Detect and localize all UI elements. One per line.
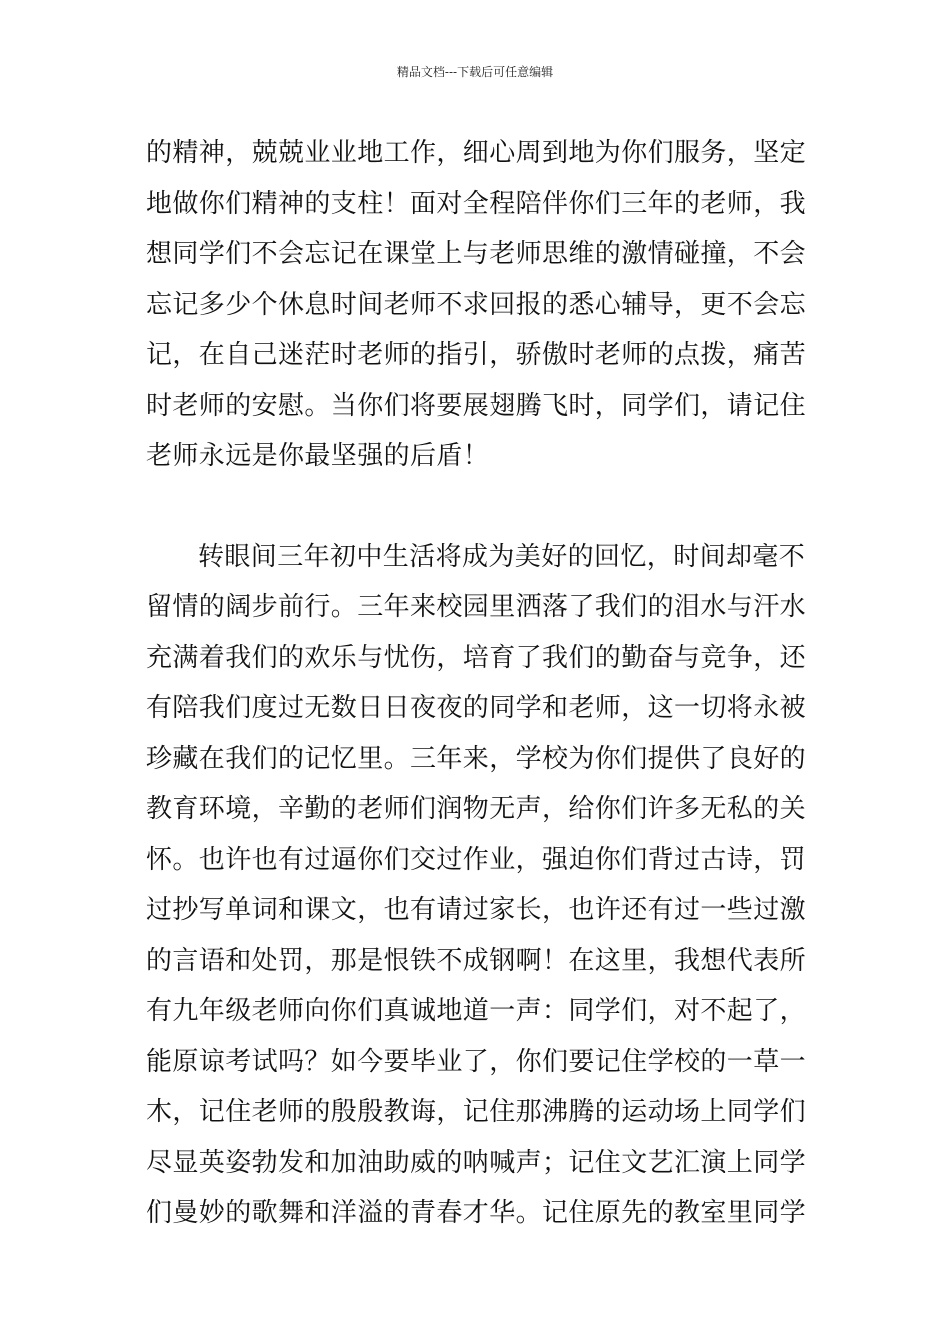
text-line: 记，在自己迷茫时老师的指引，骄傲时老师的点拨，痛苦: [146, 340, 806, 370]
page-header: 精品文档---下载后可任意编辑: [396, 65, 554, 79]
text-line: 珍藏在我们的记忆里。三年来，学校为你们提供了良好的: [146, 743, 806, 774]
text-line: 充满着我们的欢乐与忧伤，培育了我们的勤奋与竞争，还: [146, 642, 806, 673]
paragraph-1: [146, 128, 806, 482]
text-line: 有九年级老师向你们真诚地道一声：同学们，对不起了，: [146, 996, 806, 1026]
document-body: [146, 128, 806, 1239]
text-line: 地做你们精神的支柱！面对全程陪伴你们三年的老师，我: [146, 188, 806, 219]
text-line: 老师永远是你最坚强的后盾！: [146, 441, 490, 471]
text-line: 过抄写单词和课文，也有请过家长，也许还有过一些过激: [146, 895, 806, 925]
text-line: 怀。也许也有过逼你们交过作业，强迫你们背过古诗，罚: [146, 844, 806, 875]
text-line: 时老师的安慰。当你们将要展翅腾飞时，同学们，请记住: [146, 390, 806, 421]
text-line: 有陪我们度过无数日日夜夜的同学和老师，这一切将永被: [146, 693, 806, 723]
text-line: 教育环境，辛勤的老师们润物无声，给你们许多无私的关: [146, 794, 806, 824]
text-line: 忘记多少个休息时间老师不求回报的悉心辅导，更不会忘: [146, 289, 806, 320]
text-line: 尽显英姿勃发和加油助威的呐喊声；记住文艺汇演上同学: [146, 1147, 806, 1178]
text-line: 们曼妙的歌舞和洋溢的青春才华。记住原先的教室里同学: [146, 1198, 806, 1228]
paragraph-spacer: [146, 482, 806, 532]
text-line: 木，记住老师的殷殷教诲，记住那沸腾的运动场上同学们: [146, 1097, 806, 1127]
text-line: 想同学们不会忘记在课堂上与老师思维的激情碰撞，不会: [146, 239, 806, 269]
text-line: 留情的阔步前行。三年来校园里洒落了我们的泪水与汗水: [146, 592, 806, 622]
paragraph-2: [146, 532, 806, 1239]
text-line: 能原谅考试吗？如今要毕业了，你们要记住学校的一草一: [146, 1046, 806, 1077]
text-line: 的精神，兢兢业业地工作，细心周到地为你们服务，坚定: [146, 138, 806, 168]
text-line: 转眼间三年初中生活将成为美好的回忆，时间却毫不: [198, 541, 806, 572]
text-line: 的言语和处罚，那是恨铁不成钢啊！在这里，我想代表所: [146, 945, 806, 976]
